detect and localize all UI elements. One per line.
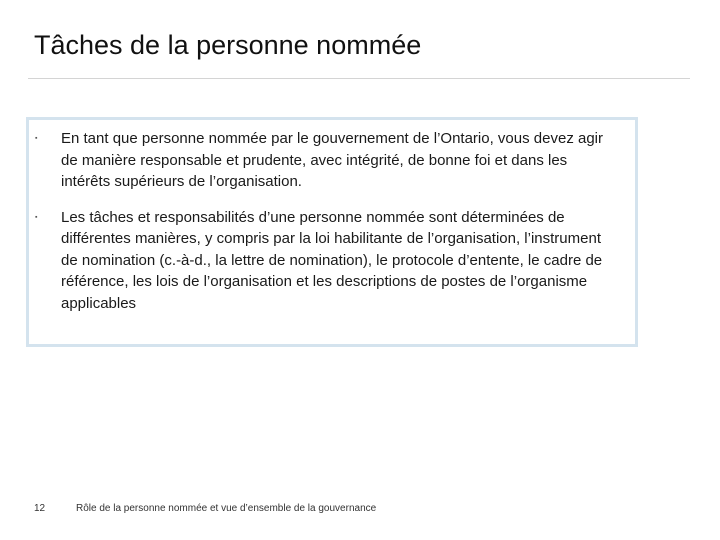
bullet-square-icon: ▪ xyxy=(35,135,38,142)
bullet-square-icon: ▪ xyxy=(35,213,38,221)
slide-title: Tâches de la personne nommée xyxy=(34,30,422,60)
bullet-text: Les tâches et responsabilités d’une personne nommée sont déterminées de différentes manières, y compris par la loi habilitante de l’organisation, l’instrument de nomination (c.-à-d., la lettre de nomination), le protocole d’entente, le cadre de référence, les lois de l’organisation et les descriptions de postes de l’organisme applicables xyxy=(61,208,603,312)
footer-text: Rôle de la personne nommée et vue d’ensemble de la gouvernance xyxy=(76,503,377,514)
page-number: 12 xyxy=(34,503,46,514)
bullet-item xyxy=(29,128,617,193)
bullet-list xyxy=(29,120,635,314)
bullet-text: En tant que personne nommée par le gouvernement de l’Ontario, vous devez agir de manière responsable et prudente, avec intégrité, de bonne foi et dans les intérêts supérieurs de l’organisation. xyxy=(61,130,603,190)
title-divider xyxy=(28,78,690,79)
bullet-item xyxy=(29,207,617,315)
content-box xyxy=(26,117,638,347)
